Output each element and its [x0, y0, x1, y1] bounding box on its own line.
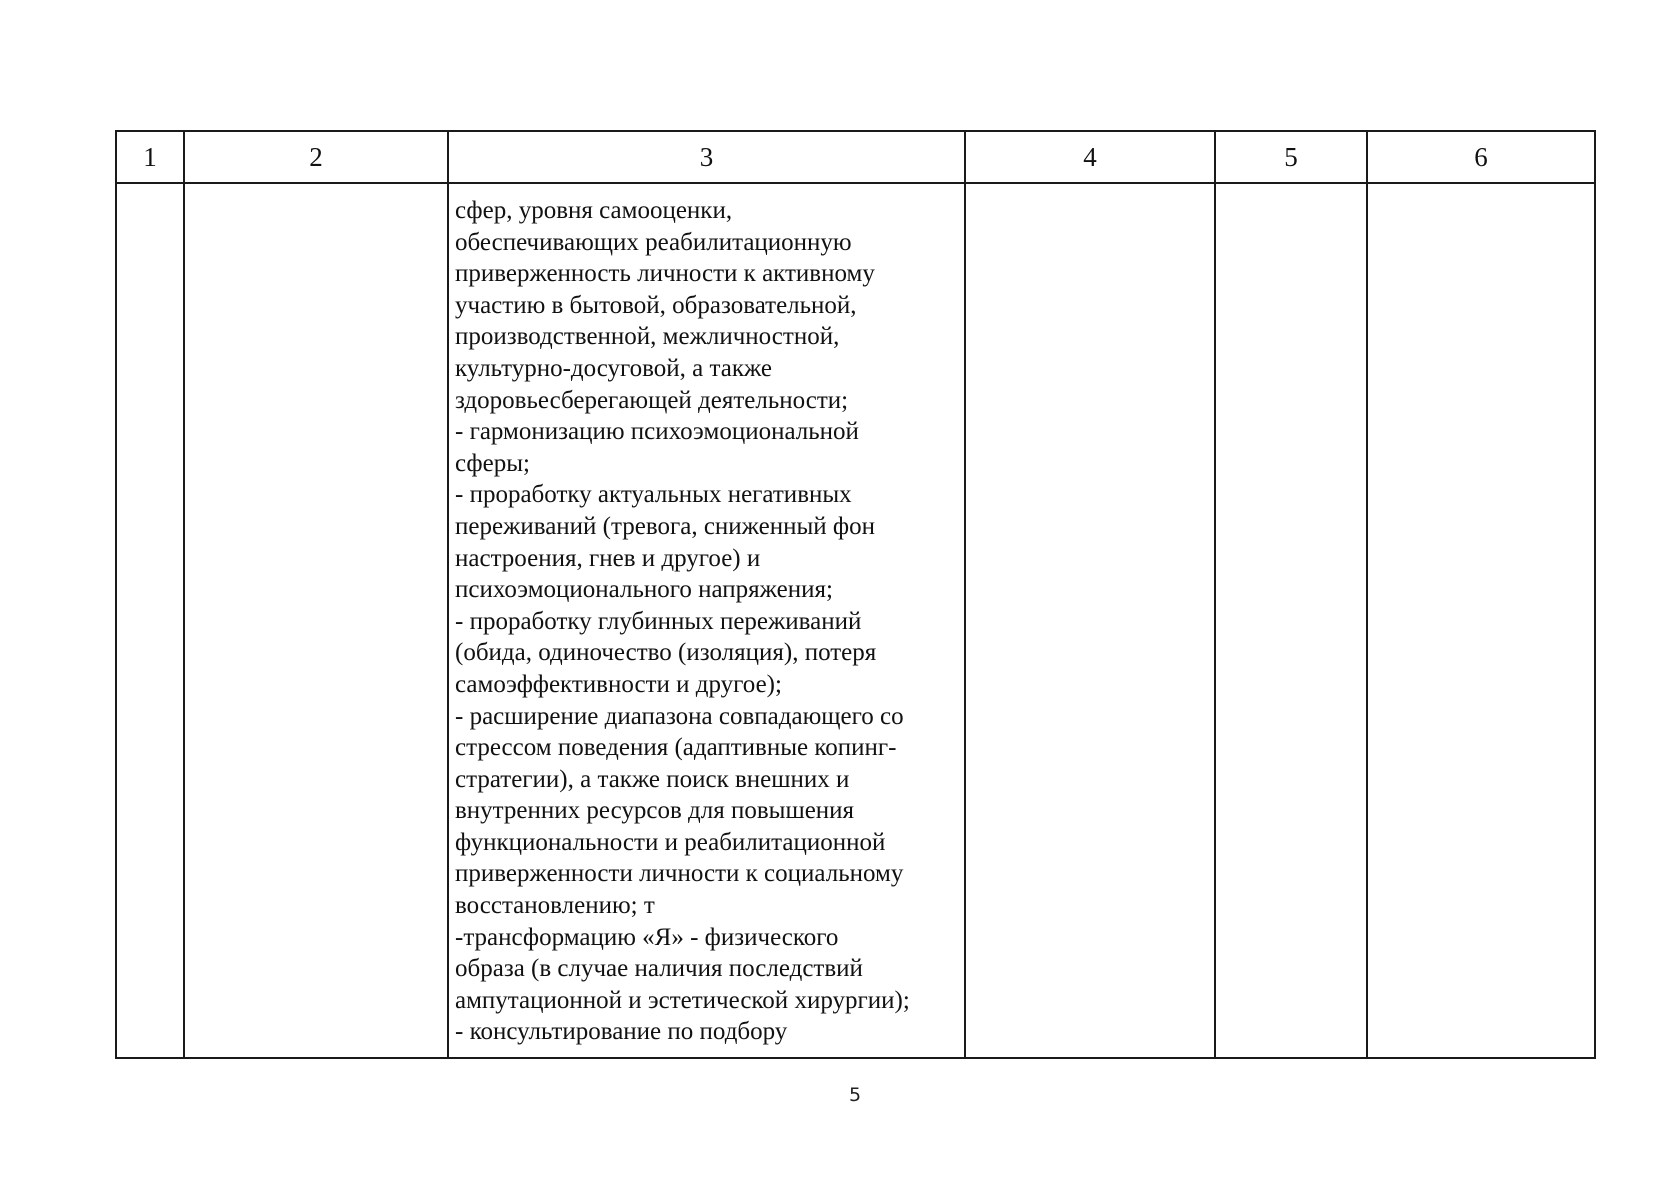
- cell-text-block: [449, 184, 964, 1048]
- text-line: (обида, одиночество (изоляция), потеря: [455, 639, 877, 667]
- text-line: стрессом поведения (адаптивные копинг-: [455, 734, 897, 762]
- text-line: культурно-досуговой, а также: [455, 354, 773, 382]
- table-cell-col2: [184, 183, 448, 1058]
- text-line: функциональности и реабилитационной: [455, 828, 886, 856]
- table-cell-col5: [1215, 183, 1367, 1058]
- table-cell-col6: [1367, 183, 1595, 1058]
- text-line: сфер, уровня самооценки,: [455, 197, 733, 224]
- text-line: настроения, гнев и другое) и: [455, 544, 761, 572]
- column-header-3: 3: [448, 131, 965, 183]
- text-line: здоровьесберегающей деятельности;: [455, 386, 849, 414]
- text-line: психоэмоционального напряжения;: [455, 576, 833, 604]
- text-line: переживаний (тревога, сниженный фон: [455, 512, 875, 540]
- text-line: - проработку глубинных переживаний: [455, 607, 862, 635]
- text-line: ампутационной и эстетической хирургии);: [455, 986, 910, 1014]
- text-line: приверженность личности к активному: [455, 260, 875, 288]
- column-header-5: 5: [1215, 131, 1367, 183]
- text-line: -трансформацию «Я» - физического: [455, 923, 839, 951]
- text-line: сферы;: [455, 449, 530, 477]
- text-line: производственной, межличностной,: [455, 323, 840, 351]
- text-line: участию в бытовой, образовательной,: [455, 291, 857, 319]
- text-line: стратегии), а также поиск внешних и: [455, 765, 850, 793]
- column-header-2: 2: [184, 131, 448, 183]
- table-row: [116, 183, 1595, 1058]
- column-header-4: 4: [965, 131, 1215, 183]
- column-header-1: 1: [116, 131, 184, 183]
- text-line: приверженности личности к социальному: [455, 860, 904, 888]
- document-table: [115, 130, 1596, 1059]
- text-line: - расширение диапазона совпадающего со: [455, 702, 904, 730]
- table-cell-col3: [448, 183, 965, 1058]
- text-line: образа (в случае наличия последствий: [455, 955, 863, 983]
- table-cell-col4: [965, 183, 1215, 1058]
- page-number: 5: [848, 1084, 862, 1106]
- text-line: восстановлению; т: [455, 892, 655, 920]
- column-header-6: 6: [1367, 131, 1595, 183]
- table-header-row: [116, 131, 1595, 183]
- text-line: - проработку актуальных негативных: [455, 481, 852, 509]
- text-line: обеспечивающих реабилитационную: [455, 228, 852, 256]
- text-line: - гармонизацию психоэмоциональной: [455, 418, 859, 446]
- text-line: самоэффективности и другое);: [455, 670, 782, 698]
- text-line: внутренних ресурсов для повышения: [455, 797, 855, 825]
- table-cell-col1: [116, 183, 184, 1058]
- text-line: - консультирование по подбору: [455, 1018, 788, 1046]
